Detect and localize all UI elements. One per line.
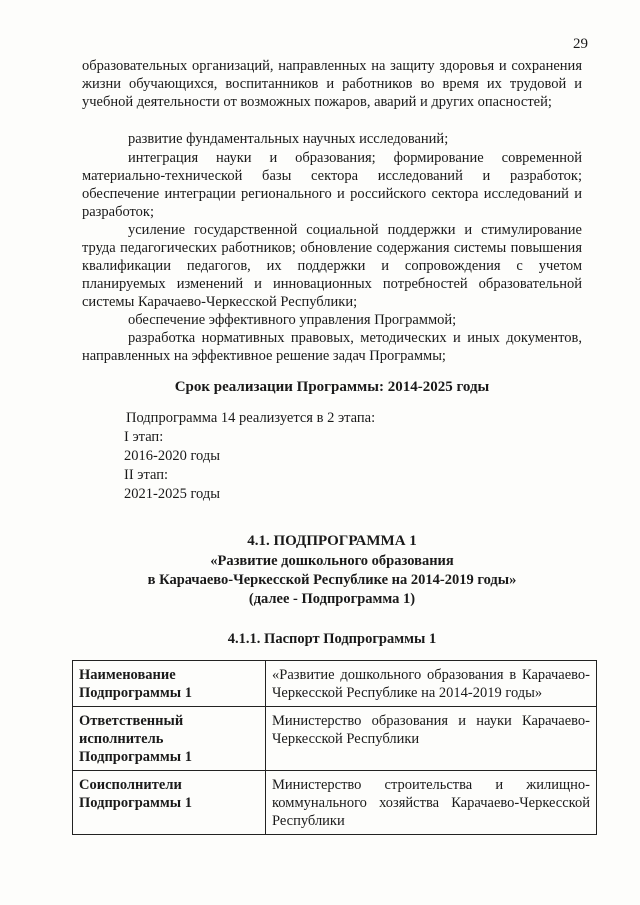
table-row [73,707,597,771]
stage-1-years: 2016-2020 годы [124,448,220,464]
intro-paragraph-3: интеграция науки и образования; формирование современной материально-технической базы сектора исследований и разработок; обеспечение интеграции регионального и российского сектора исследований и разработок; [82,150,582,220]
stage-1-label: I этап: [124,429,164,445]
table-row [73,661,597,707]
intro-paragraph-6: разработка нормативных правовых, методических и иных документов, направленных на эффективное решение задач Программы; [82,330,582,364]
row-value: Министерство строительства и жилищно-коммунального хозяйства Карачаево-Черкесской Республики [266,771,597,835]
subprogram-name-line-2: в Карачаево-Черкесской Республике на 2014-2019 годы» [147,572,517,588]
row-value: «Развитие дошкольного образования в Карачаево-Черкесской Республике на 2014-2019 годы» [266,661,597,707]
term-heading: Срок реализации Программы: 2014-2025 годы [174,379,490,395]
page-number: 29 [573,36,588,52]
intro-paragraph-1: образовательных организаций, направленных на защиту здоровья и сохранения жизни обучающихся, воспитанников и работников во время их трудовой и учебной деятельности от возможных пожаров, аварий и других опасностей; [82,58,582,110]
stages-intro: Подпрограмма 14 реализуется в 2 этапа: [126,410,376,426]
subprogram-title: 4.1. ПОДПРОГРАММА 1 [247,533,417,549]
subprogram-alias: (далее - Подпрограмма 1) [248,591,416,607]
stage-2-years: 2021-2025 годы [124,486,220,502]
row-label: Ответственный исполнитель Подпрограммы 1 [73,707,266,771]
row-value: Министерство образования и науки Карачаево-Черкесской Республики [266,707,597,771]
passport-table [72,660,597,835]
intro-paragraph-5: обеспечение эффективного управления Программой; [128,312,457,328]
row-label: Соисполнители Подпрограммы 1 [73,771,266,835]
table-row [73,771,597,835]
subprogram-name-line-1: «Развитие дошкольного образования [210,553,454,569]
passport-heading: 4.1.1. Паспорт Подпрограммы 1 [227,631,437,647]
intro-paragraph-2: развитие фундаментальных научных исследований; [128,131,449,147]
stage-2-label: II этап: [124,467,169,483]
intro-paragraph-4: усиление государственной социальной поддержки и стимулирование труда педагогических работников; обновление содержания системы повышения квалификации педагогов, их поддержки и сопровождения с учетом планируемых изменений и инновационных потребностей образовательной системы Карачаево-Черкесской Республики; [82,222,582,310]
row-label: Наименование Подпрограммы 1 [73,661,266,707]
